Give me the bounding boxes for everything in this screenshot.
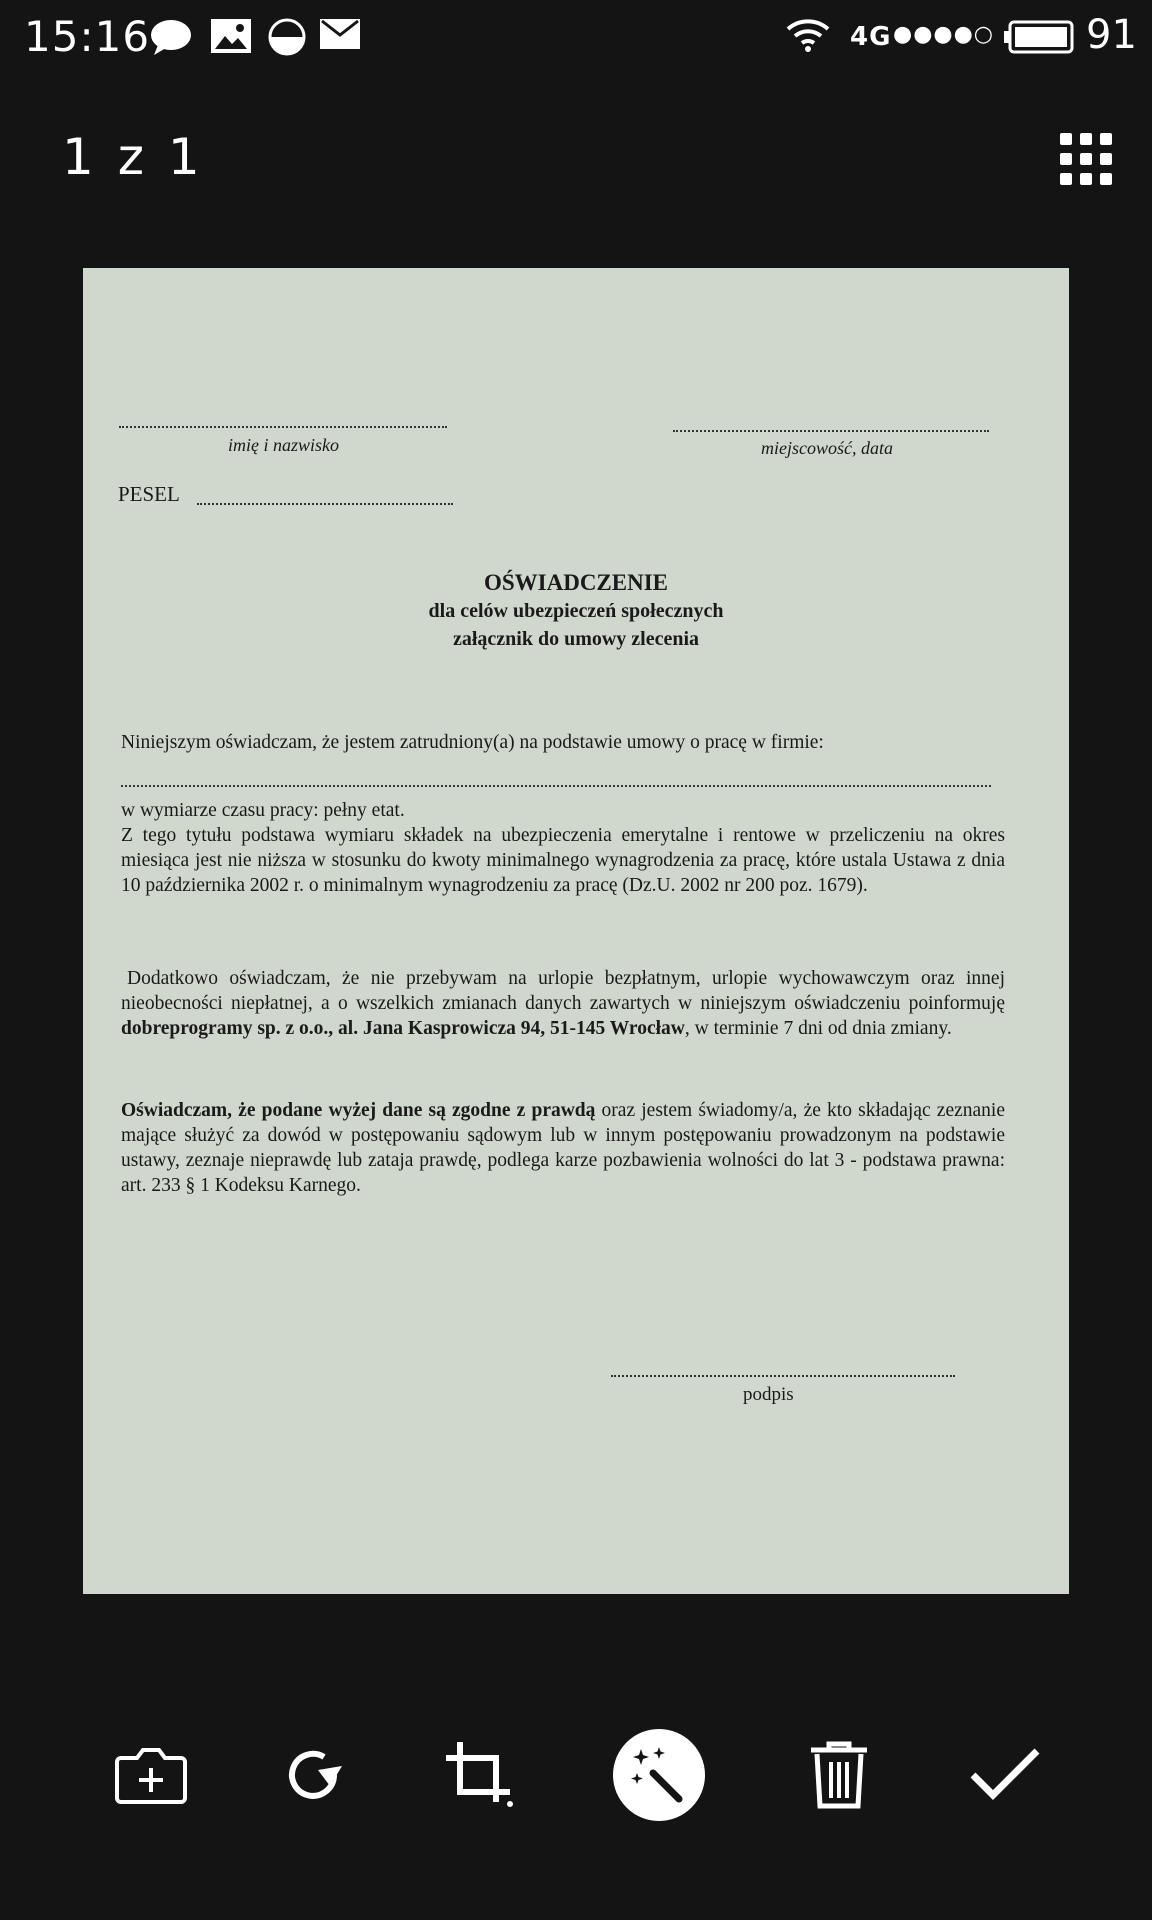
place-date-label: miejscowość, data <box>761 438 893 458</box>
page-counter: 1 z 1 <box>62 128 204 186</box>
delete-icon <box>809 1740 869 1810</box>
scanned-document[interactable] <box>83 268 1069 1594</box>
rotate-icon <box>280 1742 346 1808</box>
confirm-button[interactable] <box>950 1720 1060 1830</box>
crop-button[interactable] <box>424 1720 534 1830</box>
document-title: OŚWIADCZENIE <box>483 570 669 595</box>
image-icon <box>210 18 252 58</box>
paragraph-2b: Z tego tytułu podstawa wymiaru składek na ubezpieczenia emerytalne i rentowe w przeliczeniu na okres miesiąca jest nie niższa w stosunku do kwoty minimalnego wynagrodzenia za pracę, które ustala Ustawa z dnia 10 października 2002 r. o minimalnym wynagrodzeniu za pracę (Dz.U. 2002 nr 200 poz. 1679). <box>121 825 1005 896</box>
signature-field-line <box>611 1375 955 1377</box>
add-page-button[interactable] <box>96 1720 206 1830</box>
document-subtitle-2: załącznik do umowy zlecenia <box>452 628 700 650</box>
enhance-circle <box>613 1729 705 1821</box>
rotate-button[interactable] <box>258 1720 368 1830</box>
place-date-field-line <box>673 430 989 432</box>
chat-bubble-icon <box>150 18 192 60</box>
paragraph-3: Dodatkowo oświadczam, że nie przebywam na urlopie bezpłatnym, urlopie wychowawczym oraz innej nieobecności niepłatnej, a o wszelkich zmianach danych zawartych w niniejszym oświadczeniu poinformuję dobreprogramy sp. z o.o., al. Jana Kasprowicza 94, 51-145 Wrocław, w terminie 7 dni od dnia zmiany. <box>121 968 1005 1039</box>
clock: 15:16 <box>24 12 151 61</box>
battery-level: 91 <box>1086 12 1137 58</box>
grid-view-button[interactable] <box>1060 133 1112 185</box>
magic-wand-icon <box>629 1745 689 1805</box>
signature-label: podpis <box>743 1384 794 1405</box>
enhance-button[interactable] <box>604 1720 714 1830</box>
wifi-icon <box>786 18 830 56</box>
status-bar <box>0 0 1152 80</box>
circle-half-icon <box>268 18 306 60</box>
delete-button[interactable] <box>784 1720 894 1830</box>
battery-icon <box>1004 20 1074 58</box>
add-photo-icon <box>115 1746 187 1804</box>
name-field-line <box>119 426 447 428</box>
employer-field-line <box>121 785 991 787</box>
confirm-check-icon <box>969 1747 1041 1803</box>
signal-strength: ●●●●○ <box>893 22 994 47</box>
paragraph-2a: w wymiarze czasu pracy: pełny etat. <box>121 800 405 821</box>
grid-icon <box>1060 133 1112 185</box>
crop-icon <box>444 1740 514 1810</box>
bottom-toolbar <box>0 1720 1152 1840</box>
document-subtitle-1: dla celów ubezpieczeń społecznych <box>428 600 724 622</box>
paragraph-4: Oświadczam, że podane wyżej dane są zgodne z prawdą oraz jestem świadomy/a, że kto składając zeznanie mające służyć za dowód w postępowaniu sądowym lub w innym postępowaniu prowadzonym na podstawie ustawy, zeznaje nieprawdę lub zataja prawdę, podlega karze pozbawienia wolności do lat 3 - podstawa prawna: art. 233 § 1 Kodeksu Karnego. <box>121 1100 1006 1196</box>
pesel-label: PESEL <box>118 482 180 506</box>
paragraph-1: Niniejszym oświadczam, że jestem zatrudniony(a) na podstawie umowy o pracę w firmie: <box>121 732 824 753</box>
pesel-field-line <box>197 503 453 505</box>
network-type: 4G <box>850 22 892 52</box>
mail-icon <box>320 18 360 54</box>
name-label: imię i nazwisko <box>228 435 339 455</box>
